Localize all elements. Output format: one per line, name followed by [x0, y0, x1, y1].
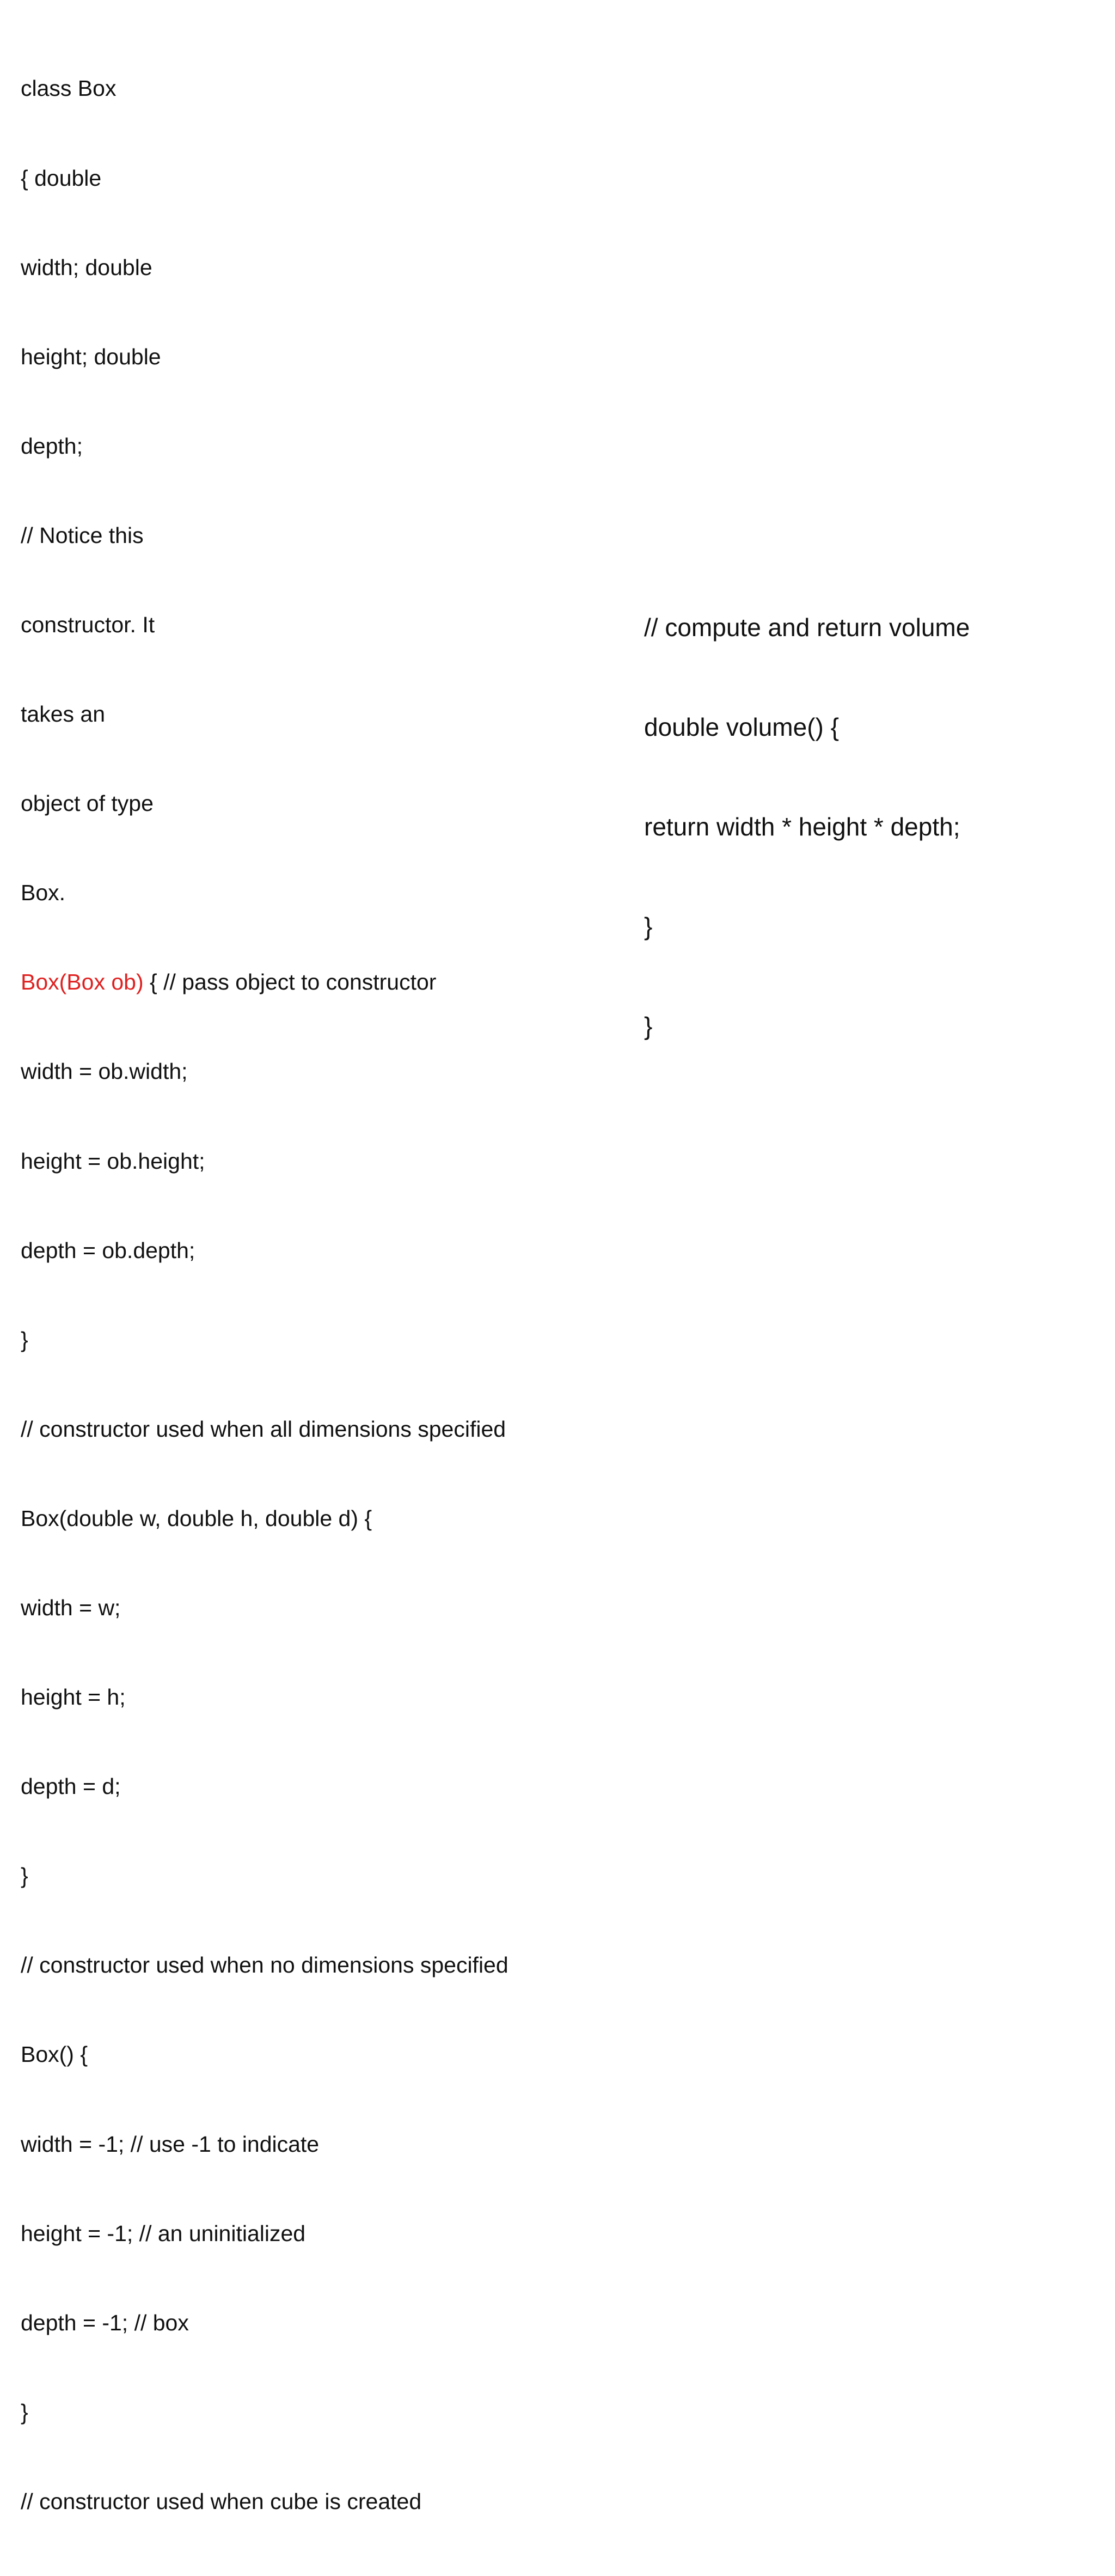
code-line: { double [21, 165, 102, 191]
code-comment-line: object of type [21, 791, 154, 816]
code-line: height = ob.height; [21, 1148, 205, 1174]
code-line: width = ob.width; [21, 1059, 188, 1084]
code-line: depth = ob.depth; [21, 1237, 195, 1263]
code-line: double volume() { [644, 713, 839, 741]
code-line: } [21, 1863, 28, 1889]
code-line: class Box [21, 76, 117, 101]
code-line: height = -1; // an uninitialized [21, 2220, 306, 2246]
code-line: height; double [21, 344, 161, 369]
copy-constructor-comment: { // pass object to constructor [143, 969, 437, 995]
code-comment-line: // constructor used when all dimensions specified [21, 1416, 506, 1442]
code-line: } [21, 1327, 28, 1352]
code-line: depth = -1; // box [21, 2310, 189, 2335]
code-line: } [644, 912, 653, 941]
right-code-block [644, 545, 1091, 1109]
code-line: } [644, 1012, 653, 1040]
code-line: width = -1; // use -1 to indicate [21, 2131, 320, 2157]
code-line: depth; [21, 433, 83, 459]
code-line: Box(double w, double h, double d) { [21, 1505, 372, 1531]
code-comment-line: // Notice this [21, 522, 144, 548]
code-line: width = w; [21, 1595, 121, 1620]
code-line: Box() { [21, 2042, 88, 2067]
code-line: return width * height * depth; [644, 813, 960, 841]
code-comment-line: // constructor used when cube is created [21, 2488, 422, 2514]
code-line: depth = d; [21, 1774, 121, 1799]
left-code-block [21, 14, 565, 2576]
code-line: } [21, 2399, 28, 2425]
copy-constructor-signature: Box(Box ob) [21, 969, 144, 995]
code-comment-line: constructor. It [21, 612, 155, 637]
code-line: height = h; [21, 1684, 126, 1710]
code-line: width; double [21, 254, 152, 280]
code-comment-line: Box. [21, 880, 66, 906]
copy-constructor-line [21, 967, 565, 997]
code-comment-line: takes an [21, 701, 105, 727]
code-comment-line: // compute and return volume [644, 613, 970, 642]
code-comment-line: // constructor used when no dimensions specified [21, 1952, 509, 1978]
